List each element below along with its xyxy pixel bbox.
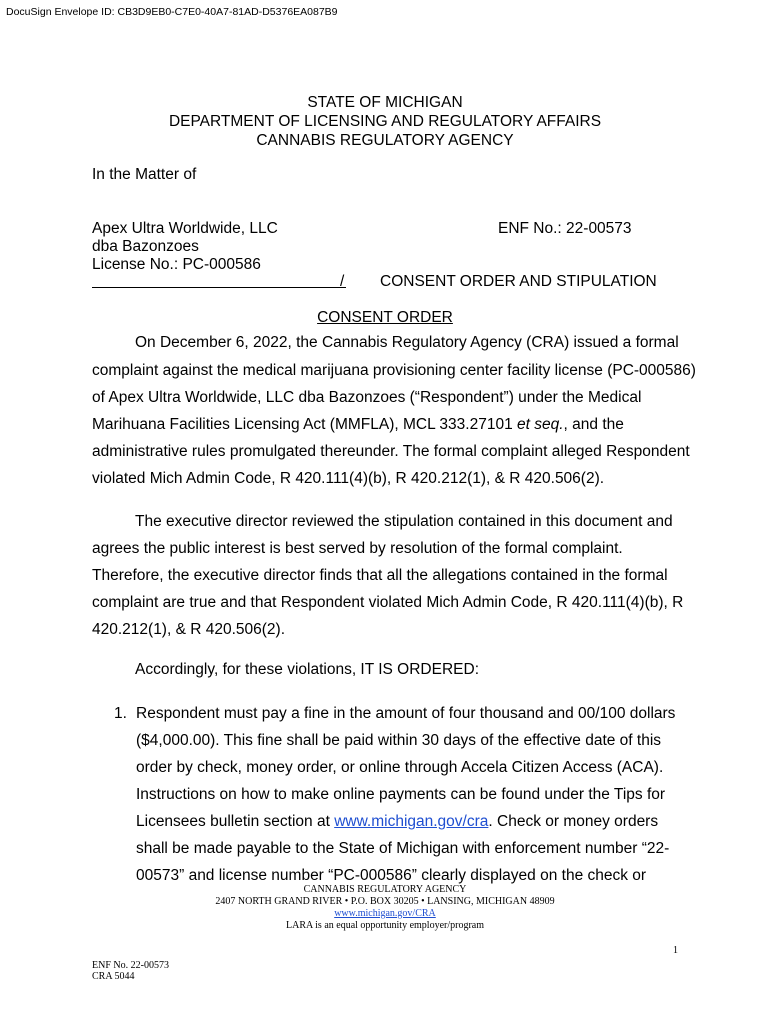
header-state: STATE OF MICHIGAN [307,94,463,111]
header-department: DEPARTMENT OF LICENSING AND REGULATORY AFFAIRS [168,113,602,130]
order-item1-line2: ($4,000.00). This fine shall be paid within 30 days of the effective date of this [136,732,662,749]
et-seq-italic: et seq. [517,416,564,433]
paragraph1-line3: of Apex Ultra Worldwide, LLC dba Bazonzoes (“Respondent”) under the Medical [92,389,642,406]
consent-order-heading-wrap [0,309,770,327]
order-item1-line6: shall be made payable to the State of Michigan with enforcement number “22- [136,840,670,857]
cra-website-link[interactable]: www.michigan.gov/cra [334,813,489,830]
paragraph1-line6: violated Mich Admin Code, R 420.111(4)(b), R 420.212(1), & R 420.506(2). [92,470,605,487]
footer-agency: CANNABIS REGULATORY AGENCY [303,884,467,895]
order-item1-line5 [136,813,658,831]
paragraph2-line2: agrees the public interest is best served by resolution of the formal complaint. [92,540,623,557]
paragraph1-line4-tail: , and the [563,416,624,433]
order-item1-line5-text: Licensees bulletin section at [136,813,335,830]
footer-enf-number: ENF No. 22-00573 [92,960,169,971]
header-agency: CANNABIS REGULATORY AGENCY [256,132,514,149]
footer-website-wrap [0,908,770,919]
ordered-line: Accordingly, for these violations, IT IS ORDERED: [135,661,479,678]
footer-form-number: CRA 5044 [92,971,135,982]
respondent-dba: dba Bazonzoes [92,238,199,255]
footer-equal-opportunity: LARA is an equal opportunity employer/program [285,920,485,931]
order-item-number: 1. [114,705,127,722]
footer-website-link[interactable]: www.michigan.gov/CRA [334,908,436,919]
order-item1-line1: Respondent must pay a fine in the amount of four thousand and 00/100 dollars [136,705,676,722]
docusign-envelope-id: DocuSign Envelope ID: CB3D9EB0-C7E0-40A7-81AD-D5376EA087B9 [6,6,338,18]
order-item1-line4: Instructions on how to make online payments can be found under the Tips for [136,786,666,803]
paragraph1-line1: On December 6, 2022, the Cannabis Regulatory Agency (CRA) issued a formal [135,334,679,351]
enf-number: ENF No.: 22-00573 [498,220,632,237]
respondent-license: License No.: PC-000586 [92,256,261,273]
paragraph2-line1: The executive director reviewed the stipulation contained in this document and [135,513,673,530]
consent-order-heading: CONSENT ORDER [317,309,453,326]
caption-underline [92,287,346,288]
order-item1-line3: order by check, money order, or online through Accela Citizen Access (ACA). [136,759,664,776]
paragraph2-line3: Therefore, the executive director finds that all the allegations contained in the formal [92,567,668,584]
paragraph1-line4-text: Marihuana Facilities Licensing Act (MMFLA), MCL 333.27101 [92,416,518,433]
caption-slash: / [340,273,345,290]
paragraph1-line2: complaint against the medical marijuana provisioning center facility license (PC-000586) [92,362,696,379]
paragraph1-line5: administrative rules promulgated thereunder. The formal complaint alleged Respondent [92,443,690,460]
order-item1-line5-tail: . Check or money orders [488,813,659,830]
footer-address: 2407 NORTH GRAND RIVER • P.O. BOX 30205 • LANSING, MICHIGAN 48909 [215,896,555,907]
respondent-name: Apex Ultra Worldwide, LLC [92,220,278,237]
paragraph2-line5: 420.212(1), & R 420.506(2). [92,621,286,638]
order-item1-line7: 00573” and license number “PC-000586” clearly displayed on the check or [136,867,647,884]
in-the-matter-of: In the Matter of [92,166,197,183]
page-number: 1 [673,945,678,956]
document-title: CONSENT ORDER AND STIPULATION [380,273,657,290]
paragraph2-line4: complaint are true and that Respondent violated Mich Admin Code, R 420.111(4)(b), R [92,594,684,611]
paragraph1-line4 [92,416,624,434]
